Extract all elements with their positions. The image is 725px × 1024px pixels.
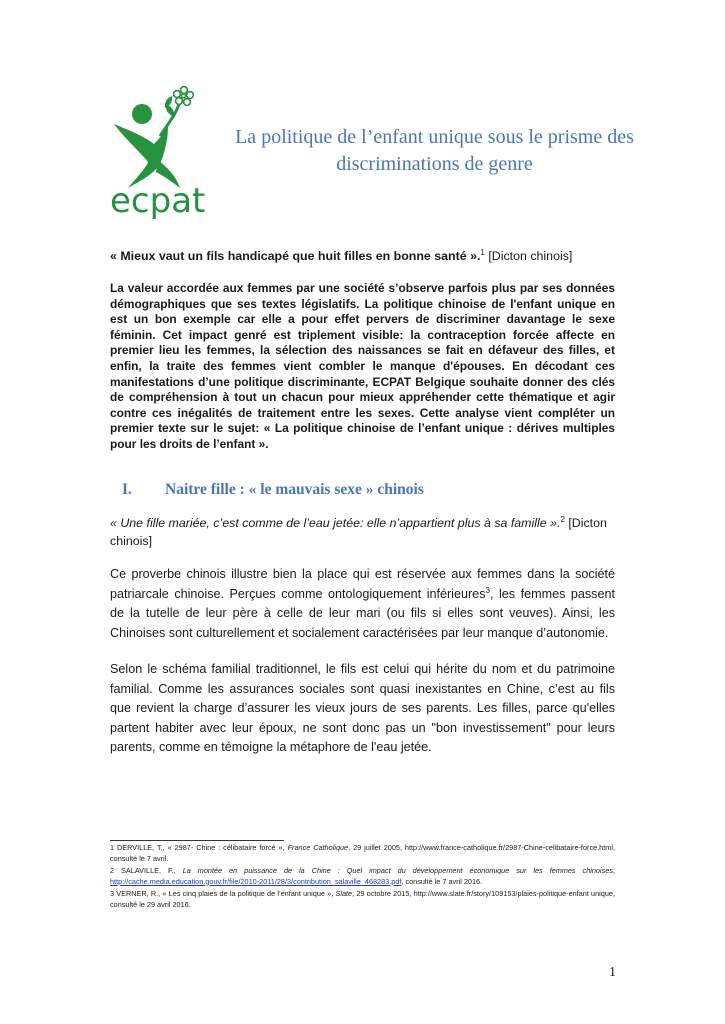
section-proverb xyxy=(110,514,615,550)
section-proverb-text: « Une fille mariée, c’est comme de l’eau jetée: elle n’appartient plus à sa famille ». xyxy=(110,516,561,530)
footnote-3 xyxy=(110,889,615,910)
ecpat-logo-text: ecpat xyxy=(110,181,206,220)
footnote-separator xyxy=(110,840,284,841)
body-paragraph-1-start: Ce proverbe chinois illustre bien la place qui est réservée aux femmes dans la société patriarcale chinoise. Perçues comme ontologiquement inférieures xyxy=(110,567,615,601)
footnote-2-author: 2 SALAVILLE, F., xyxy=(110,866,183,876)
document-title: La politique de l’enfant unique sous le prisme des discriminations de genre xyxy=(235,126,634,175)
footnote-1-details: , 29 juillet 2005, http://www.france-catholique.fr/2987-Chine-celibataire-force.html, consulté le 7 avril. xyxy=(110,843,615,863)
footnote-2-link[interactable]: http://cache.media.education.gouv.fr/file/2010-2011/28/3/contribution_salaville_468283.pdf xyxy=(110,876,402,886)
footnote-3-author: 3 VERNER, R., « Les cinq plaies de la politique de l’enfant unique », xyxy=(110,889,336,899)
page-number: 1 xyxy=(609,965,616,980)
footnote-1-source: France Catholique xyxy=(287,843,349,852)
footnote-3-source: Slate xyxy=(335,889,353,899)
opening-proverb-source: [Dicton chinois] xyxy=(488,249,573,263)
footnote-2 xyxy=(110,866,615,887)
footnote-2-separator: , xyxy=(612,866,615,876)
opening-proverb xyxy=(110,247,615,265)
section-heading-1 xyxy=(110,480,424,500)
ecpat-logo xyxy=(108,84,208,220)
footnote-ref-2[interactable]: 2 xyxy=(560,514,565,524)
footnotes xyxy=(110,843,615,913)
opening-proverb-text: « Mieux vaut un fils handicapé que huit filles en bonne santé ». xyxy=(110,249,481,263)
body-paragraph-1 xyxy=(110,565,615,643)
footnote-1-author: 1 DERVILLE, T., « 2987- Chine : célibataire forcé », xyxy=(110,843,288,852)
footnote-ref-1[interactable]: 1 xyxy=(480,247,485,257)
flower-icon xyxy=(174,87,194,106)
footnote-3-details: , 29 octobre 2015, http://www.slate.fr/story/109153/plaies-politique-enfant unique, consulté le 29 avril 2016. xyxy=(110,889,615,909)
introduction-paragraph: La valeur accordée aux femmes par une société s’observe parfois plus par ses données démographiques que ses textes législatifs. La politique chinoise de l'enfant unique en est un bon exemple car elle a pour effet pervers de discriminer davantage le sexe féminin. Cet impact genré est triplement visible: la contraception forcée affecte en premier lieu les femmes, la sélection des naissances se fait en défaveur des filles, et enfin, la traite des femmes vient combler le manque d'épouses. En décodant ces manifestations d’une politique discriminante, ECPAT Belgique souhaite donner des clés de compréhension à tout un chacun pour mieux appréhender cette thématique et agir contre ces inégalités de traitement entre les sexes. Cette analyse vient compléter un premier texte sur le sujet: « La politique chinoise de l’enfant unique : dérives multiples pour les droits de l’enfant ». xyxy=(110,281,615,451)
footnote-2-source: La montée en puissance de la Chine : Quel impact du développement économique sur les femmes chinoises xyxy=(182,866,613,876)
body-paragraph-2: Selon le schéma familial traditionnel, le fils est celui qui hérite du nom et du patrimoine familial. Comme les assurances sociales sont quasi inexistantes en Chine, c’est au fils que revient la charge d’assurer les vieux jours de ses parents. Les filles, parce qu'elles partent habiter avec leur époux, ne sont donc pas un "bon investissement" pour leurs parents, comme en témoigne la métaphore de l'eau jetée. xyxy=(110,662,615,755)
footnote-2-details: , consulté le 7 avril 2016. xyxy=(401,876,483,886)
footnote-ref-3[interactable]: 3 xyxy=(485,585,490,595)
section-title: Naitre fille : « le mauvais sexe » chinois xyxy=(165,481,424,498)
ecpat-logo-graphic xyxy=(108,84,208,220)
section-number: I. xyxy=(122,481,132,498)
footnote-1 xyxy=(110,843,615,864)
body-paragraph-1-end: , les femmes passent de la tutelle de leur père à celle de leur mari (ou fils si elles sont veuves). Ainsi, les Chinoises sont culturellement et socialement caractérisées par leur manque d’autonomie. xyxy=(110,586,615,640)
figure-head-icon xyxy=(132,104,152,124)
section-proverb-source: [Dicton chinois] xyxy=(110,516,607,548)
